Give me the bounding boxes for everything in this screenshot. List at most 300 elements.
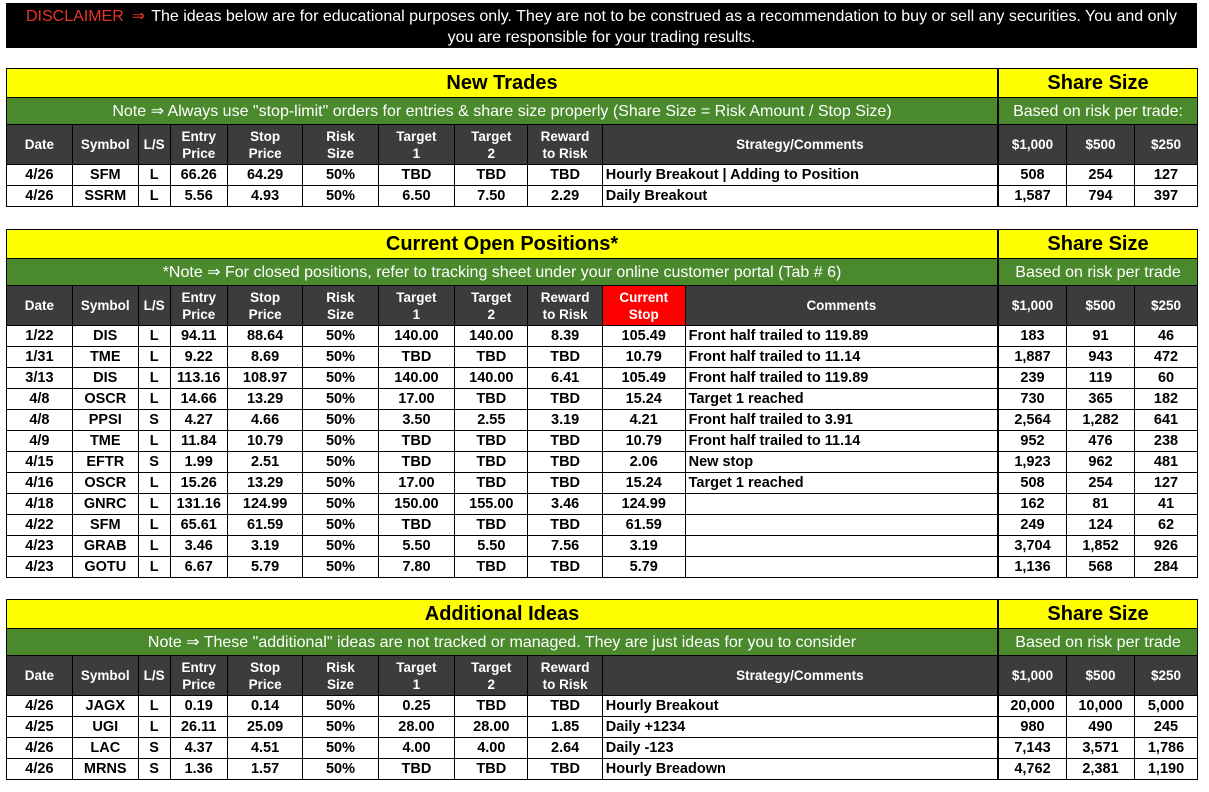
- table-cell: SFM: [72, 515, 138, 536]
- share-size-header: $500: [1067, 125, 1135, 165]
- table-cell: 50%: [303, 696, 378, 717]
- table-cell: 1.57: [227, 759, 302, 780]
- table-row: [7, 696, 998, 717]
- table-cell: 1.99: [170, 452, 227, 473]
- table-cell: 4.93: [227, 186, 302, 207]
- column-header: L/S: [138, 125, 170, 165]
- table-row: [7, 717, 998, 738]
- table-cell: 94.11: [170, 326, 227, 347]
- table-cell: 10.79: [602, 347, 685, 368]
- table-cell: OSCR: [72, 473, 138, 494]
- share-size-cell: 182: [1135, 389, 1198, 410]
- share-size-title: Share Size: [999, 69, 1198, 98]
- table-cell: Hourly Breakout | Adding to Position: [602, 165, 997, 186]
- share-size-cell: 249: [999, 515, 1067, 536]
- table-cell: 2.55: [455, 410, 528, 431]
- column-header: Entry Price: [170, 125, 227, 165]
- column-header: Risk Size: [303, 286, 378, 326]
- table-row: [7, 494, 998, 515]
- table-cell: 15.24: [602, 389, 685, 410]
- column-header: Stop Price: [227, 286, 302, 326]
- table-cell: TBD: [378, 347, 454, 368]
- table-cell: 7.56: [528, 536, 602, 557]
- column-header: Target 1: [378, 656, 454, 696]
- share-size-cell: 1,190: [1135, 759, 1198, 780]
- table-cell: 50%: [303, 452, 378, 473]
- table-cell: L: [138, 389, 170, 410]
- table-cell: 150.00: [378, 494, 454, 515]
- table-cell: 4.21: [602, 410, 685, 431]
- table-row: [7, 759, 998, 780]
- table-cell: 2.06: [602, 452, 685, 473]
- section-note: Note ⇒ These "additional" ideas are not tracked or managed. They are just ideas for you to consider: [7, 629, 998, 656]
- share-size-cell: 162: [999, 494, 1067, 515]
- table-cell: 17.00: [378, 473, 454, 494]
- section-title: Current Open Positions*: [7, 230, 998, 259]
- table-cell: 14.66: [170, 389, 227, 410]
- table-cell: 50%: [303, 759, 378, 780]
- share-size-note: Based on risk per trade: [999, 259, 1198, 286]
- share-size-cell: 4,762: [999, 759, 1067, 780]
- table-cell: TBD: [528, 473, 602, 494]
- share-size-cell: 91: [1067, 326, 1135, 347]
- table-cell: GRAB: [72, 536, 138, 557]
- table-row: [7, 410, 998, 431]
- table-cell: 50%: [303, 494, 378, 515]
- table-cell: L: [138, 326, 170, 347]
- table-cell: Daily Breakout: [602, 186, 997, 207]
- table-cell: 5.79: [602, 557, 685, 578]
- share-size-cell: 81: [1067, 494, 1135, 515]
- table-cell: 5.56: [170, 186, 227, 207]
- table-cell: 50%: [303, 326, 378, 347]
- share-size-cell: 46: [1135, 326, 1198, 347]
- table-cell: Front half trailed to 119.89: [685, 368, 997, 389]
- table-cell: 4/8: [7, 410, 73, 431]
- share-size-note: Based on risk per trade: [999, 629, 1198, 656]
- share-size-cell: 1,282: [1067, 410, 1135, 431]
- share-size-row: [999, 186, 1198, 207]
- share-size-row: [999, 452, 1198, 473]
- table-row: [7, 536, 998, 557]
- table-cell: 17.00: [378, 389, 454, 410]
- share-size-row: [999, 717, 1198, 738]
- table-cell: SSRM: [72, 186, 138, 207]
- column-header: Symbol: [72, 125, 138, 165]
- share-size-cell: 3,704: [999, 536, 1067, 557]
- share-size-title: Share Size: [999, 230, 1198, 259]
- table-cell: TBD: [528, 452, 602, 473]
- table-cell: EFTR: [72, 452, 138, 473]
- share-size-cell: 472: [1135, 347, 1198, 368]
- table-cell: TBD: [528, 389, 602, 410]
- table-cell: 5.79: [227, 557, 302, 578]
- table-cell: 3/13: [7, 368, 73, 389]
- share-size-cell: 1,852: [1067, 536, 1135, 557]
- table-cell: L: [138, 536, 170, 557]
- table-cell: TBD: [455, 759, 528, 780]
- table-cell: 7.80: [378, 557, 454, 578]
- share-size-header: $250: [1135, 125, 1198, 165]
- share-size-header: $500: [1067, 656, 1135, 696]
- share-size-cell: 239: [999, 368, 1067, 389]
- table-cell: PPSI: [72, 410, 138, 431]
- table-cell: 4/26: [7, 759, 73, 780]
- share-size-header: $500: [1067, 286, 1135, 326]
- table-cell: TBD: [455, 347, 528, 368]
- table-cell: 50%: [303, 557, 378, 578]
- table-cell: 4/25: [7, 717, 73, 738]
- table-row: [7, 557, 998, 578]
- table-cell: 0.25: [378, 696, 454, 717]
- table-cell: [685, 557, 997, 578]
- table-cell: 50%: [303, 717, 378, 738]
- table-cell: L: [138, 186, 170, 207]
- share-size-cell: 254: [1067, 473, 1135, 494]
- table-cell: 28.00: [378, 717, 454, 738]
- table-cell: [685, 515, 997, 536]
- share-size-note: Based on risk per trade:: [999, 98, 1198, 125]
- share-size-cell: 980: [999, 717, 1067, 738]
- table-cell: Target 1 reached: [685, 389, 997, 410]
- table-cell: 50%: [303, 165, 378, 186]
- table-row: [7, 347, 998, 368]
- table-cell: TBD: [528, 557, 602, 578]
- table-cell: 4/23: [7, 536, 73, 557]
- table-cell: UGI: [72, 717, 138, 738]
- table-cell: 65.61: [170, 515, 227, 536]
- column-header: Current Stop: [602, 286, 685, 326]
- disclaimer-text: The ideas below are for educational purposes only. They are not to be construed as a recommendation to buy or sell any securities. You and only you are responsible for your trading results.: [151, 8, 1177, 46]
- column-header: Comments: [685, 286, 997, 326]
- column-header: Reward to Risk: [528, 286, 602, 326]
- table-cell: L: [138, 368, 170, 389]
- table-cell: Front half trailed to 11.14: [685, 347, 997, 368]
- share-size-cell: 5,000: [1135, 696, 1198, 717]
- table-cell: L: [138, 696, 170, 717]
- share-size-cell: 1,887: [999, 347, 1067, 368]
- table-cell: Daily +1234: [602, 717, 997, 738]
- table-cell: 61.59: [227, 515, 302, 536]
- table-cell: 2.64: [528, 738, 602, 759]
- table-row: [7, 186, 998, 207]
- table-cell: TME: [72, 347, 138, 368]
- column-header: Stop Price: [227, 125, 302, 165]
- share-size-cell: 508: [999, 473, 1067, 494]
- table-cell: 3.19: [227, 536, 302, 557]
- table-cell: 15.26: [170, 473, 227, 494]
- table-cell: [685, 536, 997, 557]
- table-cell: L: [138, 557, 170, 578]
- table-cell: JAGX: [72, 696, 138, 717]
- share-size-row: [999, 389, 1198, 410]
- share-size-row: [999, 368, 1198, 389]
- share-size-cell: 245: [1135, 717, 1198, 738]
- share-size-cell: 127: [1135, 473, 1198, 494]
- table-row: [7, 431, 998, 452]
- share-size-cell: 2,381: [1067, 759, 1135, 780]
- table-row: [7, 389, 998, 410]
- table-cell: TBD: [455, 431, 528, 452]
- table-cell: 155.00: [455, 494, 528, 515]
- table-cell: 1.85: [528, 717, 602, 738]
- share-size-cell: 124: [1067, 515, 1135, 536]
- table-cell: 25.09: [227, 717, 302, 738]
- table-cell: TBD: [455, 696, 528, 717]
- table-cell: 11.84: [170, 431, 227, 452]
- table-cell: 4/18: [7, 494, 73, 515]
- share-size-cell: 365: [1067, 389, 1135, 410]
- table-cell: 10.79: [227, 431, 302, 452]
- table-cell: 50%: [303, 515, 378, 536]
- share-size-cell: 62: [1135, 515, 1198, 536]
- share-size-row: [999, 759, 1198, 780]
- share-size-row: [999, 347, 1198, 368]
- table-cell: 6.50: [378, 186, 454, 207]
- share-size-cell: 183: [999, 326, 1067, 347]
- table-cell: 4/15: [7, 452, 73, 473]
- table-cell: 50%: [303, 410, 378, 431]
- share-size-cell: 127: [1135, 165, 1198, 186]
- table-row: [7, 738, 998, 759]
- table-cell: L: [138, 473, 170, 494]
- table-cell: 124.99: [602, 494, 685, 515]
- share-size-header: $1,000: [999, 656, 1067, 696]
- share-size-cell: 568: [1067, 557, 1135, 578]
- table-cell: 50%: [303, 389, 378, 410]
- column-header: Risk Size: [303, 656, 378, 696]
- table-cell: 4.51: [227, 738, 302, 759]
- share-size-cell: 1,136: [999, 557, 1067, 578]
- table-cell: TBD: [378, 452, 454, 473]
- table-cell: Front half trailed to 3.91: [685, 410, 997, 431]
- table-cell: 4.00: [455, 738, 528, 759]
- table-cell: TBD: [455, 515, 528, 536]
- table-cell: 4/9: [7, 431, 73, 452]
- table-cell: 13.29: [227, 389, 302, 410]
- column-header: L/S: [138, 286, 170, 326]
- table-cell: New stop: [685, 452, 997, 473]
- open-main-table: [6, 229, 998, 578]
- arrow-icon: ⇒: [131, 8, 146, 25]
- table-cell: 140.00: [378, 326, 454, 347]
- table-cell: MRNS: [72, 759, 138, 780]
- disclaimer-banner: [6, 3, 1197, 48]
- column-header: Strategy/Comments: [602, 125, 997, 165]
- section-title: Additional Ideas: [7, 600, 998, 629]
- table-cell: TBD: [378, 165, 454, 186]
- column-header: Reward to Risk: [528, 125, 602, 165]
- table-cell: Front half trailed to 11.14: [685, 431, 997, 452]
- table-cell: 105.49: [602, 326, 685, 347]
- table-cell: 50%: [303, 473, 378, 494]
- table-cell: 10.79: [602, 431, 685, 452]
- share-size-cell: 481: [1135, 452, 1198, 473]
- share-size-cell: 1,923: [999, 452, 1067, 473]
- section-note: Note ⇒ Always use "stop-limit" orders for entries & share size properly (Share Size = Risk Amount / Stop Size): [7, 98, 998, 125]
- table-cell: Hourly Breadown: [602, 759, 997, 780]
- table-row: [7, 473, 998, 494]
- share-size-header: $250: [1135, 656, 1198, 696]
- table-cell: 4/23: [7, 557, 73, 578]
- share-size-cell: 730: [999, 389, 1067, 410]
- table-cell: 50%: [303, 186, 378, 207]
- table-cell: 4/26: [7, 696, 73, 717]
- table-cell: Front half trailed to 119.89: [685, 326, 997, 347]
- share-size-header: $1,000: [999, 125, 1067, 165]
- table-cell: 4/8: [7, 389, 73, 410]
- open-share-size-table: [998, 229, 1197, 578]
- column-header: Entry Price: [170, 656, 227, 696]
- table-cell: TBD: [528, 515, 602, 536]
- table-cell: 50%: [303, 431, 378, 452]
- table-cell: 4/16: [7, 473, 73, 494]
- table-cell: TBD: [455, 557, 528, 578]
- share-size-row: [999, 696, 1198, 717]
- table-cell: TBD: [455, 389, 528, 410]
- share-size-row: [999, 536, 1198, 557]
- table-cell: 1/22: [7, 326, 73, 347]
- add-main-table: [6, 599, 998, 780]
- table-cell: DIS: [72, 326, 138, 347]
- new-share-size-table: [998, 68, 1197, 207]
- table-cell: Hourly Breakout: [602, 696, 997, 717]
- share-size-cell: 397: [1135, 186, 1198, 207]
- table-cell: 0.14: [227, 696, 302, 717]
- table-cell: 2.51: [227, 452, 302, 473]
- table-cell: 4.66: [227, 410, 302, 431]
- table-row: [7, 165, 998, 186]
- table-cell: 50%: [303, 347, 378, 368]
- share-size-cell: 490: [1067, 717, 1135, 738]
- new-main-table: [6, 68, 998, 207]
- share-size-cell: 641: [1135, 410, 1198, 431]
- table-cell: TBD: [455, 473, 528, 494]
- column-header: Target 1: [378, 286, 454, 326]
- share-size-row: [999, 557, 1198, 578]
- table-cell: S: [138, 738, 170, 759]
- table-row: [7, 515, 998, 536]
- table-cell: L: [138, 515, 170, 536]
- table-cell: DIS: [72, 368, 138, 389]
- column-header: Date: [7, 286, 73, 326]
- section-note: *Note ⇒ For closed positions, refer to tracking sheet under your online customer portal (Tab # 6): [7, 259, 998, 286]
- table-cell: 1/31: [7, 347, 73, 368]
- table-cell: 50%: [303, 536, 378, 557]
- table-cell: 0.19: [170, 696, 227, 717]
- column-header: Target 1: [378, 125, 454, 165]
- table-cell: 131.16: [170, 494, 227, 515]
- share-size-header: $1,000: [999, 286, 1067, 326]
- table-cell: LAC: [72, 738, 138, 759]
- table-row: [7, 452, 998, 473]
- table-cell: 8.39: [528, 326, 602, 347]
- column-header: Target 2: [455, 656, 528, 696]
- table-cell: 61.59: [602, 515, 685, 536]
- share-size-cell: 41: [1135, 494, 1198, 515]
- table-cell: 66.26: [170, 165, 227, 186]
- table-cell: OSCR: [72, 389, 138, 410]
- share-size-row: [999, 410, 1198, 431]
- table-cell: 5.50: [378, 536, 454, 557]
- table-cell: 113.16: [170, 368, 227, 389]
- share-size-cell: 3,571: [1067, 738, 1135, 759]
- table-cell: 4/26: [7, 186, 73, 207]
- table-cell: L: [138, 494, 170, 515]
- column-header: Entry Price: [170, 286, 227, 326]
- add-share-size-table: [998, 599, 1197, 780]
- column-header: L/S: [138, 656, 170, 696]
- table-cell: 140.00: [378, 368, 454, 389]
- table-cell: TME: [72, 431, 138, 452]
- table-cell: 3.46: [528, 494, 602, 515]
- table-cell: TBD: [455, 165, 528, 186]
- table-cell: 28.00: [455, 717, 528, 738]
- column-header: Target 2: [455, 286, 528, 326]
- table-cell: 124.99: [227, 494, 302, 515]
- share-size-cell: 1,786: [1135, 738, 1198, 759]
- table-cell: 3.46: [170, 536, 227, 557]
- share-size-cell: 794: [1067, 186, 1135, 207]
- share-size-cell: 60: [1135, 368, 1198, 389]
- table-cell: 3.19: [528, 410, 602, 431]
- table-cell: TBD: [378, 515, 454, 536]
- table-cell: 6.41: [528, 368, 602, 389]
- column-header: Date: [7, 125, 73, 165]
- table-cell: 9.22: [170, 347, 227, 368]
- table-cell: TBD: [528, 165, 602, 186]
- share-size-cell: 508: [999, 165, 1067, 186]
- table-cell: L: [138, 347, 170, 368]
- share-size-cell: 20,000: [999, 696, 1067, 717]
- column-header: Symbol: [72, 286, 138, 326]
- share-size-title: Share Size: [999, 600, 1198, 629]
- table-cell: S: [138, 452, 170, 473]
- table-cell: 5.50: [455, 536, 528, 557]
- table-cell: 3.19: [602, 536, 685, 557]
- share-size-cell: 952: [999, 431, 1067, 452]
- table-cell: 50%: [303, 368, 378, 389]
- table-row: [7, 368, 998, 389]
- share-size-row: [999, 515, 1198, 536]
- share-size-row: [999, 494, 1198, 515]
- share-size-cell: 119: [1067, 368, 1135, 389]
- table-cell: TBD: [378, 431, 454, 452]
- table-row: [7, 326, 998, 347]
- table-cell: 4/26: [7, 165, 73, 186]
- column-header: Symbol: [72, 656, 138, 696]
- share-size-row: [999, 738, 1198, 759]
- table-cell: GOTU: [72, 557, 138, 578]
- table-cell: L: [138, 431, 170, 452]
- table-cell: 15.24: [602, 473, 685, 494]
- table-cell: 8.69: [227, 347, 302, 368]
- table-cell: 13.29: [227, 473, 302, 494]
- share-size-cell: 1,587: [999, 186, 1067, 207]
- column-header: Risk Size: [303, 125, 378, 165]
- table-cell: 4.00: [378, 738, 454, 759]
- share-size-row: [999, 431, 1198, 452]
- table-cell: S: [138, 759, 170, 780]
- share-size-row: [999, 326, 1198, 347]
- table-cell: TBD: [528, 431, 602, 452]
- table-cell: 7.50: [455, 186, 528, 207]
- share-size-cell: 2,564: [999, 410, 1067, 431]
- table-cell: 105.49: [602, 368, 685, 389]
- table-cell: 108.97: [227, 368, 302, 389]
- table-cell: TBD: [528, 696, 602, 717]
- column-header: Strategy/Comments: [602, 656, 997, 696]
